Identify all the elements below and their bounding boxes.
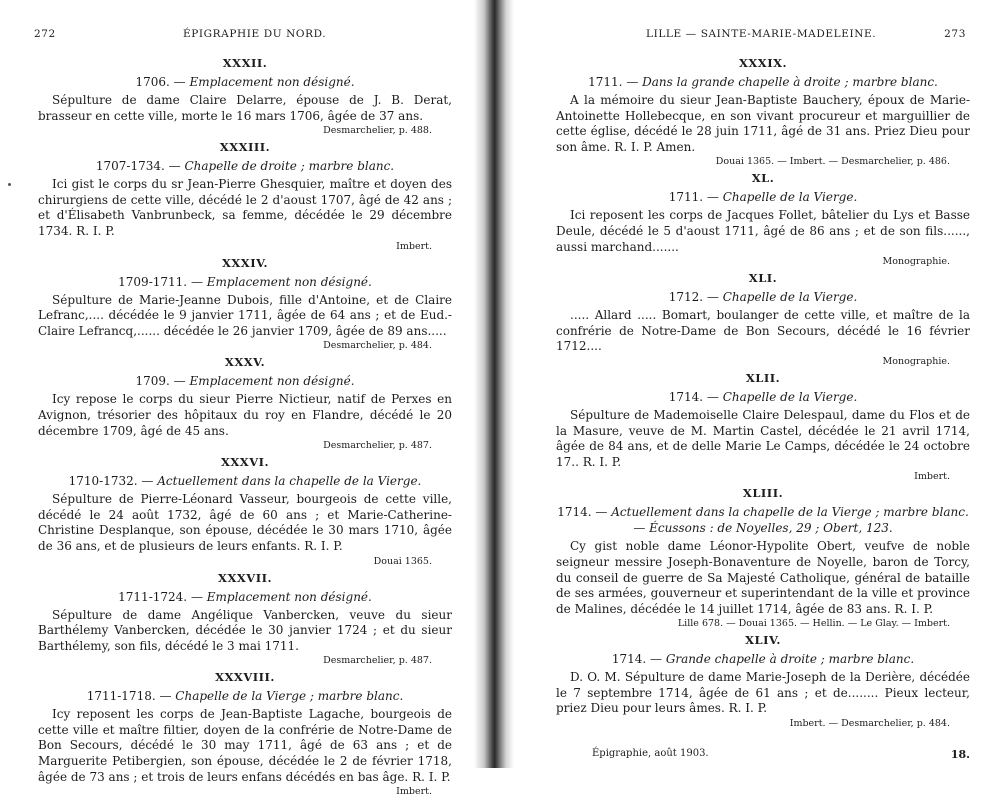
entry-text: Sépulture de dame Angélique Vanbercken, veuve du sieur Barthélemy Vanbercken, décédée le 30 janvier 1724 ; et du sieur Barthélemy, son fils, décédé le 3 mai 1711. xyxy=(38,607,452,653)
entry-heading xyxy=(38,589,452,605)
right-page xyxy=(520,0,994,768)
entry-location: — Chapelle de la Vierge ; marbre blanc. xyxy=(159,689,404,704)
entry-date: 1706. xyxy=(135,75,170,89)
right-running-head xyxy=(556,28,970,46)
entry-number: XL. xyxy=(751,171,775,186)
entry-location: — Dans la grande chapelle à droite ; marbre blanc. xyxy=(626,75,938,89)
entry-text: Ici gist le corps du sr Jean-Pierre Ghesquier, maître et doyen des chirurgiens de cette ville, décédé le 2 d'aoust 1707, âgé de 42 ans ; et d'Élisabeth Vanbrunbeck, sa femme, décédée le 29 décembre 1734. R. I. P. xyxy=(38,177,452,238)
right-page-number: 273 xyxy=(944,28,966,40)
entry-date: 1709-1711. xyxy=(118,274,188,289)
entry xyxy=(38,56,452,137)
entry-number: XXXVII. xyxy=(218,570,272,585)
entry-heading xyxy=(556,389,970,405)
left-running-title: ÉPIGRAPHIE DU NORD. xyxy=(183,28,327,40)
entry-text: Sépulture de Marie-Jeanne Dubois, fille d'Antoine, et de Claire Lefranc,.... décédée le 9 janvier 1711, âgée de 64 ans ; et de Eud.-Claire Lefrancq,...... décédée le 26 janvier 1709, âgée de 89 ans..... xyxy=(38,292,452,338)
book-gutter xyxy=(474,0,514,768)
entry-date: 1714. xyxy=(557,505,592,520)
entry-source: Imbert. xyxy=(396,240,432,252)
entry xyxy=(556,171,970,268)
entry-source: Lille 678. — Douai 1365. — Hellin. — Le Glay. — Imbert. xyxy=(677,618,950,630)
entry-location: — Actuellement dans la chapelle de la Vierge. xyxy=(141,474,422,489)
entry xyxy=(556,271,970,368)
left-entries xyxy=(38,56,452,798)
entry-source: Imbert. — Desmarchelier, p. 484. xyxy=(789,718,950,730)
entry-location: — Emplacement non désigné. xyxy=(173,75,355,89)
entry-text: Sépulture de Mademoiselle Claire Delespaul, dame du Flos et de la Masure, veuve de M. Martin Castel, décédée le 21 avril 1714, âgée de 84 ans, et de delle Marie Le Camps, décédée le 24 octobre 17.. R. I. P. xyxy=(556,407,970,469)
signature-mark: 18. xyxy=(950,748,970,761)
entry-number: XXXVIII. xyxy=(215,670,275,685)
entry-text: Ici reposent les corps de Jacques Follet, bâtelier du Lys et Basse Deule, décédé le 5 d'aoust 1711, âgé de 86 ans ; et de son fils......, aussi marchand....... xyxy=(556,208,970,254)
entry-heading xyxy=(38,688,452,704)
entry-location: — Emplacement non désigné. xyxy=(190,274,372,289)
entry-date: 1714. xyxy=(668,389,704,404)
entry-location: — Chapelle de droite ; marbre blanc. xyxy=(168,159,395,174)
entry-number: XXXV. xyxy=(224,355,266,370)
entry xyxy=(38,455,452,567)
entry-source: Douai 1365. — Imbert. — Desmarchelier, p. 486. xyxy=(715,156,950,168)
entry-number: XLI. xyxy=(748,271,778,286)
entry-source: Monographie. xyxy=(882,256,950,268)
entry-text: Sépulture de Pierre-Léonard Vasseur, bourgeois de cette ville, décédé le 24 août 1732, âgé de 60 ans ; et Marie-Catherine-Christine Desplanque, son épouse, décédée le 30 mars 1710, âgée de 36 ans, et de plusieurs de leurs enfants. R. I. P. xyxy=(38,492,452,553)
entry-text: Icy repose le corps du sieur Pierre Nictieur, natif de Perxes en Avignon, trésorier des hôpitaux du roy en Flandre, décédé le 20 décembre 1709, âgé de 45 ans. xyxy=(38,392,452,438)
entry-date: 1711-1718. xyxy=(86,689,156,704)
entry-heading xyxy=(556,504,970,536)
entry-text: ..... Allard ..... Bomart, boulanger de cette ville, et maître de la confrérie de Notre-Dame de Bon Secours, décédé le 16 février 1712.... xyxy=(556,308,970,354)
left-page xyxy=(0,0,470,798)
entry-date: 1707-1734. xyxy=(95,159,165,174)
entry-number: XXXIV. xyxy=(221,255,269,270)
entry-date: 1714. xyxy=(611,652,647,667)
entry-date: 1711. xyxy=(588,75,623,89)
footer-text: Épigraphie, août 1903. xyxy=(592,748,709,759)
entry-location: — Emplacement non désigné. xyxy=(173,374,355,389)
entry-heading xyxy=(38,473,452,489)
entry-date: 1711-1724. xyxy=(118,589,188,604)
entry xyxy=(38,140,452,252)
entry-number: XLIV. xyxy=(745,633,781,648)
entry-date: 1709. xyxy=(135,374,170,389)
entry-heading xyxy=(38,274,452,290)
entry xyxy=(556,486,970,630)
entry xyxy=(556,371,970,483)
entry-source: Douai 1365. xyxy=(373,555,432,567)
right-entries xyxy=(556,56,970,730)
entry-date: 1712. xyxy=(668,290,704,305)
entry-heading xyxy=(556,289,970,305)
entry xyxy=(556,633,970,730)
entry-heading xyxy=(556,651,970,667)
entry-source: Desmarchelier, p. 487. xyxy=(323,655,432,667)
entry-location: — Actuellement dans la chapelle de la Vierge ; marbre blanc. — Écussons : de Noyelles, 29 ; Obert, 123. xyxy=(595,505,969,536)
entry-number: XLII. xyxy=(745,370,781,385)
entry-source: Monographie. xyxy=(882,355,950,367)
entry-date: 1710-1732. xyxy=(68,474,138,489)
entry-date: 1711. xyxy=(668,190,704,205)
entry xyxy=(38,670,452,798)
entry-heading xyxy=(556,74,970,90)
entry-heading xyxy=(38,373,452,389)
entry-text: Cy gist noble dame Léonor-Hypolite Obert, veufve de noble seigneur messire Joseph-Bonaventure de Noyelle, baron de Torcy, du conseil de guerre de Sa Majesté Catholique, général de bataille de ses armées, gouverneur et superintendant de la ville et province de Malines, décédée le 14 juillet 1714, âgée de 83 ans. R. I. P. xyxy=(556,539,970,616)
left-page-number: 272 xyxy=(34,28,56,40)
entry-heading xyxy=(38,74,452,90)
entry xyxy=(556,56,970,168)
entry-location: — Chapelle de la Vierge. xyxy=(706,190,858,205)
entry xyxy=(38,355,452,452)
entry xyxy=(38,256,452,353)
entry-location: — Grande chapelle à droite ; marbre blanc. xyxy=(650,652,915,667)
entry-number: XXXII. xyxy=(222,56,268,70)
entry-heading xyxy=(38,158,452,174)
page-footer xyxy=(556,748,970,762)
right-running-title: LILLE — SAINTE-MARIE-MADELEINE. xyxy=(646,28,877,40)
entry-heading xyxy=(556,189,970,205)
entry-source: Desmarchelier, p. 487. xyxy=(323,440,432,452)
entry xyxy=(38,571,452,668)
entry-source: Imbert. xyxy=(914,471,950,483)
entry-source: Imbert. xyxy=(396,786,432,798)
entry-text: Sépulture de dame Claire Delarre, épouse de J. B. Derat, brasseur en cette ville, morte le 16 mars 1706, âgée de 37 ans. xyxy=(38,93,452,123)
entry-text: D. O. M. Sépulture de dame Marie-Joseph de la Derière, décédée le 7 septembre 1714, âgée de 61 ans ; et de........ Pieux lecteur, priez Dieu pour leurs âmes. R. I. P. xyxy=(556,670,970,716)
entry-number: XXXIII. xyxy=(219,140,271,155)
entry-text: A la mémoire du sieur Jean-Baptiste Bauchery, époux de Marie-Antoinette Hollebecque, en son vivant procureur et marguillier de cette église, décédé le 28 juin 1711, âgé de 31 ans. Priez Dieu pour son âme. R. I. P. Amen. xyxy=(556,93,970,154)
left-running-head xyxy=(34,28,452,46)
entry-number: XXXVI. xyxy=(220,455,270,470)
entry-location: — Chapelle de la Vierge. xyxy=(706,389,858,404)
entry-source: Desmarchelier, p. 488. xyxy=(323,125,432,137)
entry-number: XXXIX. xyxy=(738,56,788,70)
entry-location: — Emplacement non désigné. xyxy=(190,589,372,604)
entry-text: Icy reposent les corps de Jean-Baptiste Lagache, bourgeois de cette ville et maître filtier, doyen de la confrérie de Notre-Dame de Bon Secours, décédé le 30 may 1711, âgé de 63 ans ; et de Marguerite Petibergien, son épouse, décédée le 2 de février 1718, âgée de 73 ans ; et trois de leurs enfans décédés en bas âge. R. I. P. xyxy=(38,707,452,784)
entry-source: Desmarchelier, p. 484. xyxy=(323,340,432,352)
entry-location: — Chapelle de la Vierge. xyxy=(706,290,858,305)
entry-number: XLIII. xyxy=(742,486,784,501)
